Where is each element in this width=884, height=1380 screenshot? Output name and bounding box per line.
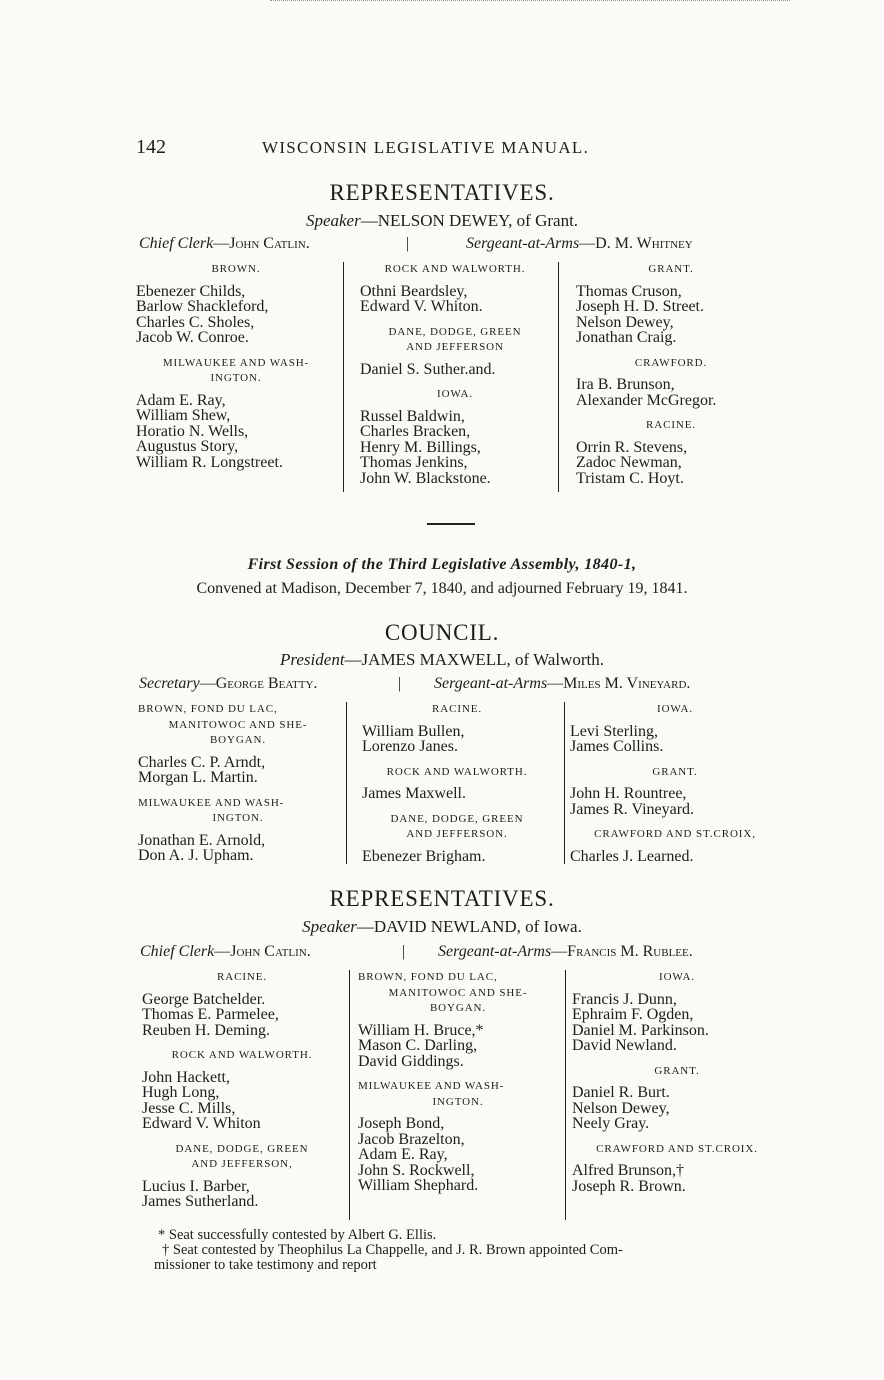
district-heading-line: DANE, DODGE, GREEN <box>390 812 524 825</box>
member-name: Charles C. P. Arndt, <box>138 753 266 771</box>
member-name: Nelson Dewey, <box>576 313 674 331</box>
sergeant-value: —D. M. Whitney <box>579 235 693 252</box>
district-heading-line: BROWN, FOND DU LAC, <box>138 703 278 715</box>
officers-separator-2: | <box>398 675 402 692</box>
district-heading-line: CRAWFORD AND ST.CROIX, <box>594 828 756 840</box>
officers-line-2 <box>140 943 311 961</box>
member-name: Nelson Dewey, <box>572 1099 670 1117</box>
member-name: Edward V. Whiton. <box>360 298 483 315</box>
member-list <box>138 833 338 864</box>
member-name: Joseph Bond, <box>358 1115 445 1132</box>
member-list <box>570 724 780 755</box>
member-name: John H. Rountree, <box>570 785 687 802</box>
district-heading-line: CRAWFORD. <box>634 356 708 369</box>
member-list <box>358 1116 558 1194</box>
district-heading-line: INGTON. <box>432 1095 484 1108</box>
district-heading <box>572 1142 782 1158</box>
member-name: James Maxwell. <box>362 785 466 802</box>
member-name: Edward V. Whiton <box>142 1115 261 1132</box>
district-heading-line: ROCK AND WALWORTH. <box>384 263 526 275</box>
page-number: 142 <box>136 136 166 158</box>
member-name: Charles J. Learned. <box>570 847 694 865</box>
member-name: Daniel R. Burt. <box>572 1084 670 1101</box>
member-name: Augustus Story, <box>136 438 239 455</box>
district-heading-line: BROWN, FOND DU LAC, <box>358 971 498 983</box>
member-list <box>360 284 550 315</box>
district-heading <box>138 796 338 827</box>
district-heading <box>360 387 550 403</box>
district-heading-line: GRANT. <box>652 765 698 778</box>
district-heading <box>136 262 336 278</box>
district-heading-line: RACINE. <box>432 703 482 715</box>
member-list <box>142 1179 342 1210</box>
member-name: Charles Bracken, <box>360 423 471 440</box>
member-name: William Shephard. <box>358 1177 479 1194</box>
member-name: Ebenezer Brigham. <box>362 847 486 865</box>
member-name: Thomas E. Parmelee, <box>142 1006 279 1023</box>
member-name: John S. Rockwell, <box>358 1161 475 1179</box>
officers-separator-3: | <box>402 943 406 960</box>
district-heading <box>362 765 552 781</box>
member-name: Daniel M. Parkinson. <box>572 1021 709 1039</box>
member-name: Morgan L. Martin. <box>138 769 258 786</box>
member-name: Neely Gray. <box>572 1115 650 1132</box>
member-name: Alexander McGregor. <box>576 391 717 409</box>
session-dates: Convened at Madison, December 7, 1840, and adjourned February 19, 1841. <box>196 580 688 597</box>
district-heading-line: GRANT. <box>654 1064 700 1077</box>
member-name: Jacob W. Conroe. <box>136 329 249 346</box>
district-heading-line: RACINE. <box>217 971 267 983</box>
speaker-label: Speaker <box>302 917 357 936</box>
member-name: Lucius I. Barber, <box>142 1177 250 1195</box>
district-heading-line: MILWAUKEE AND WASH- <box>138 796 285 809</box>
member-name: Jonathan Craig. <box>576 329 677 346</box>
member-name: Othni Beardsley, <box>360 282 468 300</box>
member-name: Charles C. Sholes, <box>136 313 255 331</box>
district-heading-line: ROCK AND WALWORTH. <box>386 765 528 778</box>
member-name: John W. Blackstone. <box>360 469 491 487</box>
district-heading <box>572 1064 782 1080</box>
member-list <box>570 849 780 865</box>
footnote-1: * Seat successfully contested by Albert G. Ellis. <box>158 1227 437 1243</box>
member-list <box>572 1163 782 1194</box>
member-name: Barlow Shackleford, <box>136 298 269 315</box>
district-heading <box>570 765 780 781</box>
member-list <box>142 992 342 1039</box>
member-list <box>136 393 336 471</box>
member-name: Horatio N. Wells, <box>136 422 249 440</box>
district-heading <box>360 262 550 278</box>
speaker-line-1 <box>0 211 884 231</box>
member-name: Reuben H. Deming. <box>142 1021 270 1039</box>
sergeant-line-2 <box>438 943 693 961</box>
sergeant-label: Sergeant-at-Arms <box>438 943 552 960</box>
member-list <box>142 1070 342 1132</box>
rep1-column-3 <box>576 262 766 496</box>
member-name: Orrin R. Stevens, <box>576 438 688 456</box>
district-heading-line: MILWAUKEE AND WASH- <box>162 356 310 369</box>
member-list <box>570 786 780 817</box>
member-list <box>572 1085 782 1132</box>
member-list <box>358 1023 558 1070</box>
member-name: Adam E. Ray, <box>136 391 226 409</box>
column-divider <box>343 262 344 492</box>
footnote-2-continued: missioner to take testimony and report <box>154 1257 377 1273</box>
sergeant-value: —Francis M. Rublee. <box>551 943 693 960</box>
member-name: James Sutherland. <box>142 1193 259 1210</box>
column-divider <box>558 262 559 492</box>
member-list <box>362 849 552 865</box>
district-heading <box>576 418 766 434</box>
column-divider <box>564 702 565 864</box>
member-name: Zadoc Newman, <box>576 454 682 471</box>
district-heading <box>362 702 552 718</box>
district-heading-line: IOWA. <box>437 388 473 400</box>
running-title: WISCONSIN LEGISLATIVE MANUAL. <box>262 138 590 157</box>
member-list <box>576 440 766 487</box>
member-name: David Giddings. <box>358 1052 464 1070</box>
president-label: President <box>280 650 345 669</box>
district-heading-line: IOWA. <box>659 971 695 983</box>
secretary-value: —George Beatty. <box>199 675 318 692</box>
district-heading <box>358 970 558 1017</box>
member-name: Thomas Cruson, <box>576 282 682 300</box>
speaker-value: —DAVID NEWLAND, of Iowa. <box>356 917 582 936</box>
district-heading <box>570 702 780 718</box>
chief-clerk-label: Chief Clerk <box>140 943 215 960</box>
district-heading-line: MANITOWOC AND SHE- <box>388 986 528 999</box>
member-name: Joseph H. D. Street. <box>576 298 704 315</box>
council-sergeant-line <box>434 675 690 693</box>
member-name: James Collins. <box>570 738 664 755</box>
member-name: Francis J. Dunn, <box>572 990 677 1008</box>
member-name: William Bullen, <box>362 722 465 740</box>
president-value: —JAMES MAXWELL, of Walworth. <box>344 650 604 669</box>
member-name: Jacob Brazelton, <box>358 1130 465 1148</box>
rep1-column-2 <box>360 262 550 496</box>
rep2-column-1 <box>142 970 342 1220</box>
member-name: Thomas Jenkins, <box>360 454 468 471</box>
district-heading-line: IOWA. <box>657 703 693 715</box>
footnote-2: † Seat contested by Theophilus La Chappelle, and J. R. Brown appointed Com- <box>162 1242 623 1258</box>
president-line <box>0 650 884 670</box>
speaker-label: Speaker <box>305 211 361 230</box>
section-divider-rule <box>427 523 475 525</box>
district-heading-line: BOYGAN. <box>429 1002 487 1014</box>
member-name: William H. Bruce,* <box>358 1021 484 1039</box>
district-heading-line: DANE, DODGE, GREEN <box>175 1142 309 1155</box>
council-column-2 <box>362 702 552 874</box>
district-heading-line: MILWAUKEE AND WASH- <box>358 1080 505 1092</box>
member-list <box>360 409 550 487</box>
district-heading-line: AND JEFFERSON. <box>406 828 508 840</box>
district-heading <box>360 325 550 356</box>
member-name: Lorenzo Janes. <box>362 738 458 755</box>
officers-line-1 <box>139 235 310 253</box>
member-list <box>360 362 550 378</box>
district-heading-line: INGTON. <box>210 372 262 384</box>
member-name: Ebenezer Childs, <box>136 282 246 300</box>
representatives-title-2: REPRESENTATIVES. <box>329 886 555 911</box>
rep2-column-3 <box>572 970 782 1204</box>
member-name: Ephraim F. Ogden, <box>572 1006 694 1023</box>
member-name: Ira B. Brunson, <box>576 376 675 393</box>
member-name: Joseph R. Brown. <box>572 1177 686 1195</box>
district-heading-line: DANE, DODGE, GREEN <box>388 325 522 338</box>
sergeant-label: Sergeant-at-Arms <box>466 235 580 252</box>
session-title: First Session of the Third Legislative Assembly, 1840-1, <box>247 556 637 573</box>
member-name: Levi Sterling, <box>570 722 658 740</box>
member-name: Tristam C. Hoyt. <box>576 469 684 487</box>
member-name: Alfred Brunson,† <box>572 1162 684 1179</box>
district-heading-line: CRAWFORD AND ST.CROIX. <box>596 1142 758 1155</box>
member-name: Mason C. Darling, <box>358 1037 478 1054</box>
district-heading-line: BROWN. <box>211 263 261 275</box>
speaker-value: —NELSON DEWEY, of Grant. <box>360 211 579 230</box>
sergeant-line-1 <box>466 235 693 253</box>
district-heading <box>570 827 780 843</box>
district-heading <box>358 1079 558 1110</box>
member-name: Hugh Long, <box>142 1084 220 1101</box>
rep2-column-2 <box>358 970 558 1204</box>
member-name: Daniel S. Suther.and. <box>360 360 496 378</box>
member-list <box>362 724 552 755</box>
district-heading <box>136 356 336 387</box>
district-heading <box>142 1142 342 1173</box>
sergeant-label: Sergeant-at-Arms <box>434 675 548 692</box>
member-name: Jonathan E. Arnold, <box>138 831 266 849</box>
member-name: Adam E. Ray, <box>358 1146 448 1163</box>
member-name: Don A. J. Upham. <box>138 847 254 864</box>
member-list <box>136 284 336 346</box>
district-heading <box>142 970 342 986</box>
footnotes <box>154 1227 778 1273</box>
district-heading <box>576 356 766 372</box>
secretary-label: Secretary <box>139 675 200 692</box>
district-heading-line: INGTON. <box>212 812 264 824</box>
column-divider <box>565 970 566 1220</box>
column-divider <box>349 970 350 1220</box>
member-list <box>138 755 338 786</box>
sergeant-value: —Miles M. Vineyard. <box>547 675 691 692</box>
district-heading-line: GRANT. <box>648 263 694 275</box>
district-heading <box>138 702 338 749</box>
district-heading <box>362 812 552 843</box>
council-column-1 <box>138 702 338 874</box>
secretary-line <box>139 675 317 693</box>
council-column-3 <box>570 702 780 874</box>
representatives-title-1: REPRESENTATIVES. <box>329 180 555 205</box>
column-divider <box>346 702 347 864</box>
member-name: Jesse C. Mills, <box>142 1099 236 1117</box>
top-border-rule <box>270 0 790 1</box>
district-heading-line: RACINE. <box>646 419 696 431</box>
chief-clerk-value: —John Catlin. <box>213 235 310 252</box>
member-name: William Shew, <box>136 407 231 424</box>
member-name: David Newland. <box>572 1037 677 1054</box>
chief-clerk-value: —John Catlin. <box>214 943 311 960</box>
district-heading <box>572 970 782 986</box>
member-name: John Hackett, <box>142 1068 230 1086</box>
member-list <box>362 786 552 802</box>
member-name: James R. Vineyard. <box>570 800 695 818</box>
district-heading <box>576 262 766 278</box>
district-heading-line: AND JEFFERSON, <box>191 1158 293 1170</box>
member-list <box>576 377 766 408</box>
chief-clerk-label: Chief Clerk <box>139 235 214 252</box>
district-heading-line: AND JEFFERSON <box>406 341 504 353</box>
district-heading <box>142 1048 342 1064</box>
member-list <box>572 992 782 1054</box>
speaker-line-2 <box>0 917 884 937</box>
member-list <box>576 284 766 346</box>
district-heading-line: BOYGAN. <box>209 734 267 746</box>
district-heading-line: MANITOWOC AND SHE- <box>168 718 308 731</box>
member-name: William R. Longstreet. <box>136 453 283 471</box>
council-title: COUNCIL. <box>384 620 500 645</box>
officers-separator-1: | <box>406 235 410 252</box>
rep1-column-1 <box>136 262 336 480</box>
district-heading-line: ROCK AND WALWORTH. <box>171 1049 313 1061</box>
member-name: Henry M. Billings, <box>360 438 481 456</box>
member-name: George Batchelder. <box>142 990 266 1008</box>
member-name: Russel Baldwin, <box>360 407 465 425</box>
